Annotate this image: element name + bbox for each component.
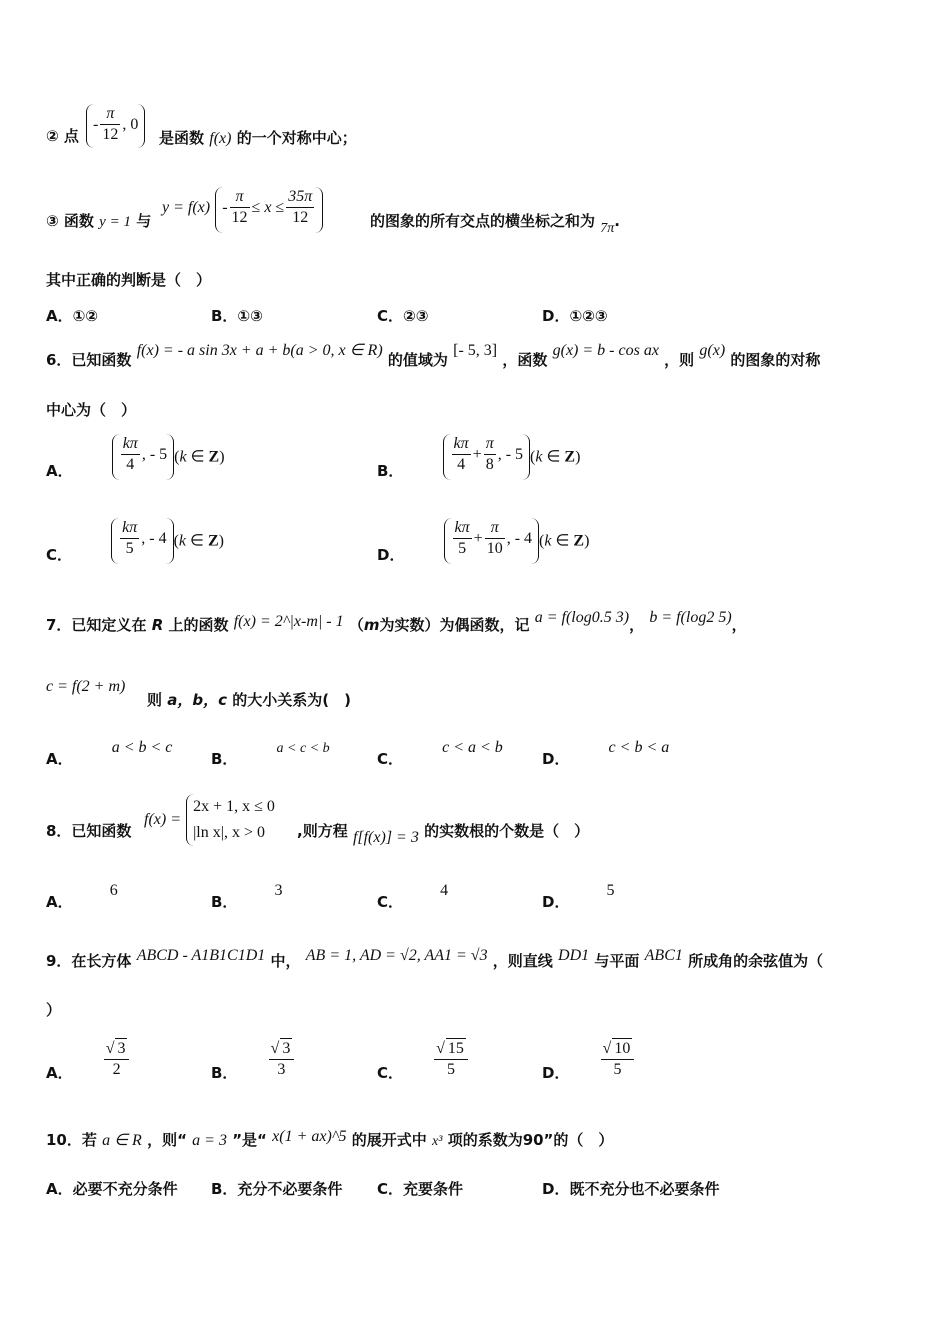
q9-option-b[interactable]: B． $\frac{√ 3}{3}$ [211,1038,296,1080]
q7-tail2: 的大小关系为( ) [232,691,351,709]
q8-option-c[interactable] [377,880,449,911]
q5-item2-fx: f(x) [209,130,232,147]
q7-paren: （ [348,616,364,634]
q7-m: m [363,616,380,634]
q8-option-c-label: C． [377,893,404,911]
q9-option-c-num: 15 [447,1040,464,1057]
q6-function-g: g(x) = b - cos ax [552,342,659,359]
q6-function-f: f(x) = - a sin 3x + a + b(a > 0, x ∈ R) [136,342,383,359]
q6-range-label: 的值域为 [387,351,448,369]
q6-option-a[interactable]: A． $\frac{k\pi}{4}$ , - 5 (k ∈ Z) [46,435,225,480]
q10-option-c[interactable]: C．充要条件 [377,1180,464,1198]
q5-item2-lead: ② 点 [46,127,79,145]
q6-range: [- 5, 3] [453,342,498,359]
q10-tail2: 项的系数为90”的（ ） [447,1131,614,1149]
q6-option-b[interactable]: B． $\frac{k\pi}{4}$ + $\frac{\pi}{8}$ , - 5 (k ∈ Z) [377,435,581,480]
q8-option-a-value: 6 [109,882,118,899]
q8-option-d-label: D． [542,893,570,911]
q7-option-c[interactable] [377,737,503,768]
q10-option-d[interactable]: D．既不充分也不必要条件 [542,1180,720,1198]
q9-tail: ，则直线 [492,952,553,970]
q7-c: c = f(2 + m) [46,678,126,695]
q9-option-d-label: D． [542,1063,570,1082]
q7-option-c-label: C． [377,750,404,768]
q6-option-d-label: D． [377,545,405,564]
q6-tail2: 中心为（ ） [46,401,137,419]
q8-piecewise: f(x) = 2x + 1, x ≤ 0 |ln x|, x > 0 [144,794,275,846]
q8-tail: 的实数根的个数是（ ） [424,822,590,840]
q6-option-c[interactable]: C． $\frac{k\pi}{5}$ , - 4 (k ∈ Z) [46,519,224,564]
q7-option-a-math: a < b < c [111,739,173,756]
q7-a: a = f(log0.5 3) [534,609,630,626]
q9-option-d-num: 10 [614,1040,631,1057]
q5-option-b[interactable]: B．①③ [211,307,263,325]
q8-option-b-value: 3 [274,882,283,899]
q8-option-a[interactable] [46,880,118,911]
q9-solid: ABCD - A1B1C1D1 [136,947,266,964]
q8-case2: |ln x|, x > 0 [193,824,265,841]
q6-gx: g(x) [699,342,726,359]
q9-line: DD1 [558,947,590,964]
q8-option-d[interactable] [542,880,615,911]
q5-item3-y1: y = 1 [99,214,131,230]
q8-option-d-value: 5 [606,882,615,899]
q7-paren-tail: 为实数）为偶函数，记 [379,616,530,634]
q6-then: ，则 [664,351,695,369]
q10-x3: x³ [432,1134,443,1149]
q8-lead: 8．已知函数 [46,822,132,840]
q7-option-c-math: c < a < b [442,739,503,756]
q7-lead: 7．已知定义在 [46,616,147,634]
q9-lead: 9．在长方体 [46,952,132,970]
q7-function: f(x) = 2^|x-m| - 1 [233,613,344,630]
q7-b: b = f(log2 5) [649,609,732,626]
q9-tail3: 所成角的余弦值为（ [688,952,824,970]
q8-case1: 2x + 1, x ≤ 0 [193,798,275,815]
q9-conditions: AB = 1, AD = √2, AA1 = √3 [305,947,488,964]
q8-equation: f[f(x)] = 3 [352,829,419,846]
q9-close: ） [46,1001,62,1019]
q5-item2 [46,126,79,146]
q9-option-a-den: 2 [112,1061,121,1078]
q8-option-c-value: 4 [440,882,449,899]
q7-tail: 则 [147,691,163,709]
q7-option-d-label: D． [542,750,570,768]
q8-option-a-label: A． [46,893,73,911]
q7-option-b[interactable] [211,737,330,768]
q9-mid: 中， [270,952,301,970]
q6-option-a-label: A． [46,461,73,480]
q7-option-b-math: a < c < b [276,741,330,756]
q8-option-b[interactable] [211,880,283,911]
q6-option-c-label: C． [46,545,73,564]
q10-lead: 10．若 [46,1131,97,1149]
q9-option-a[interactable]: A． $\frac{√ 3}{2}$ [46,1038,131,1080]
q9-option-d[interactable]: D． $\frac{√ 10}{5}$ [542,1038,636,1080]
q10-option-b[interactable]: B．充分不必要条件 [211,1180,343,1198]
q9-option-d-den: 5 [613,1061,622,1078]
q7-lead2: 上的函数 [168,616,229,634]
q10-option-a[interactable]: A．必要不充分条件 [46,1180,178,1198]
q10-tail: 的展开式中 [351,1131,427,1149]
q6-option-d[interactable]: D． $\frac{k\pi}{5}$ + $\frac{\pi}{10}$ , - 4 (k ∈ Z) [377,519,590,564]
q9-option-c-den: 5 [447,1061,455,1078]
q9-option-a-num: 3 [117,1040,126,1057]
q6-mid: ，函数 [502,351,548,369]
q5-item3-lead: ③ 函数 [46,212,94,230]
q10-condition: a ∈ R [102,1132,142,1149]
q9-option-b-num: 3 [282,1040,291,1057]
q5-item3-function: y = f(x) - $\frac{\pi}{12}$ ≤ x ≤ $\frac{35\pi}{12}$ [162,187,323,233]
q10-mid2: ”是“ [232,1131,267,1149]
q5-item3-tail: 的图象的所有交点的横坐标之和为 [370,212,596,230]
q10-expression: x(1 + ax)^5 [272,1128,347,1145]
q9-tail2: 与平面 [594,952,640,970]
q7-option-a[interactable] [46,737,173,768]
q7-option-d-math: c < b < a [608,739,670,756]
q9-plane: ABC1 [644,947,683,964]
q7-R: R [151,616,164,634]
q5-option-c[interactable]: C．②③ [377,307,429,325]
q6-tail: 的图象的对称 [730,351,821,369]
q5-item2-end: 的一个对称中心； [236,129,357,147]
q9-option-a-label: A． [46,1063,73,1082]
q5-item3-value: 7π [600,221,615,236]
q9-option-b-den: 3 [277,1061,286,1078]
q10-mid: ，则“ [147,1131,187,1149]
q9-option-b-label: B． [211,1063,238,1082]
q5-question: 其中正确的判断是（ ） [46,271,212,289]
q5-item2-tail: 是函数 [159,129,205,147]
q6-lead: 6．已知函数 [46,351,132,369]
q5-option-a[interactable]: A．①② [46,307,99,325]
q7-vars: a，b，c [167,691,228,709]
q5-item2-point: - $\frac{\pi}{12}$ , 0 [86,104,145,148]
q5-option-d[interactable]: D．①②③ [542,307,608,325]
q5-item3-and: 与 [136,212,152,230]
q10-a3: a = 3 [192,1132,227,1149]
q7-option-d[interactable] [542,737,670,768]
q6-option-b-label: B． [377,461,404,480]
q7-option-b-label: B． [211,750,238,768]
q8-option-b-label: B． [211,893,238,911]
q9-option-c-label: C． [377,1063,404,1082]
q7-option-a-label: A． [46,750,73,768]
q9-option-c[interactable]: C． $\frac{√ 15}{5}$ [377,1038,470,1080]
q8-mid: ,则方程 [297,822,348,840]
